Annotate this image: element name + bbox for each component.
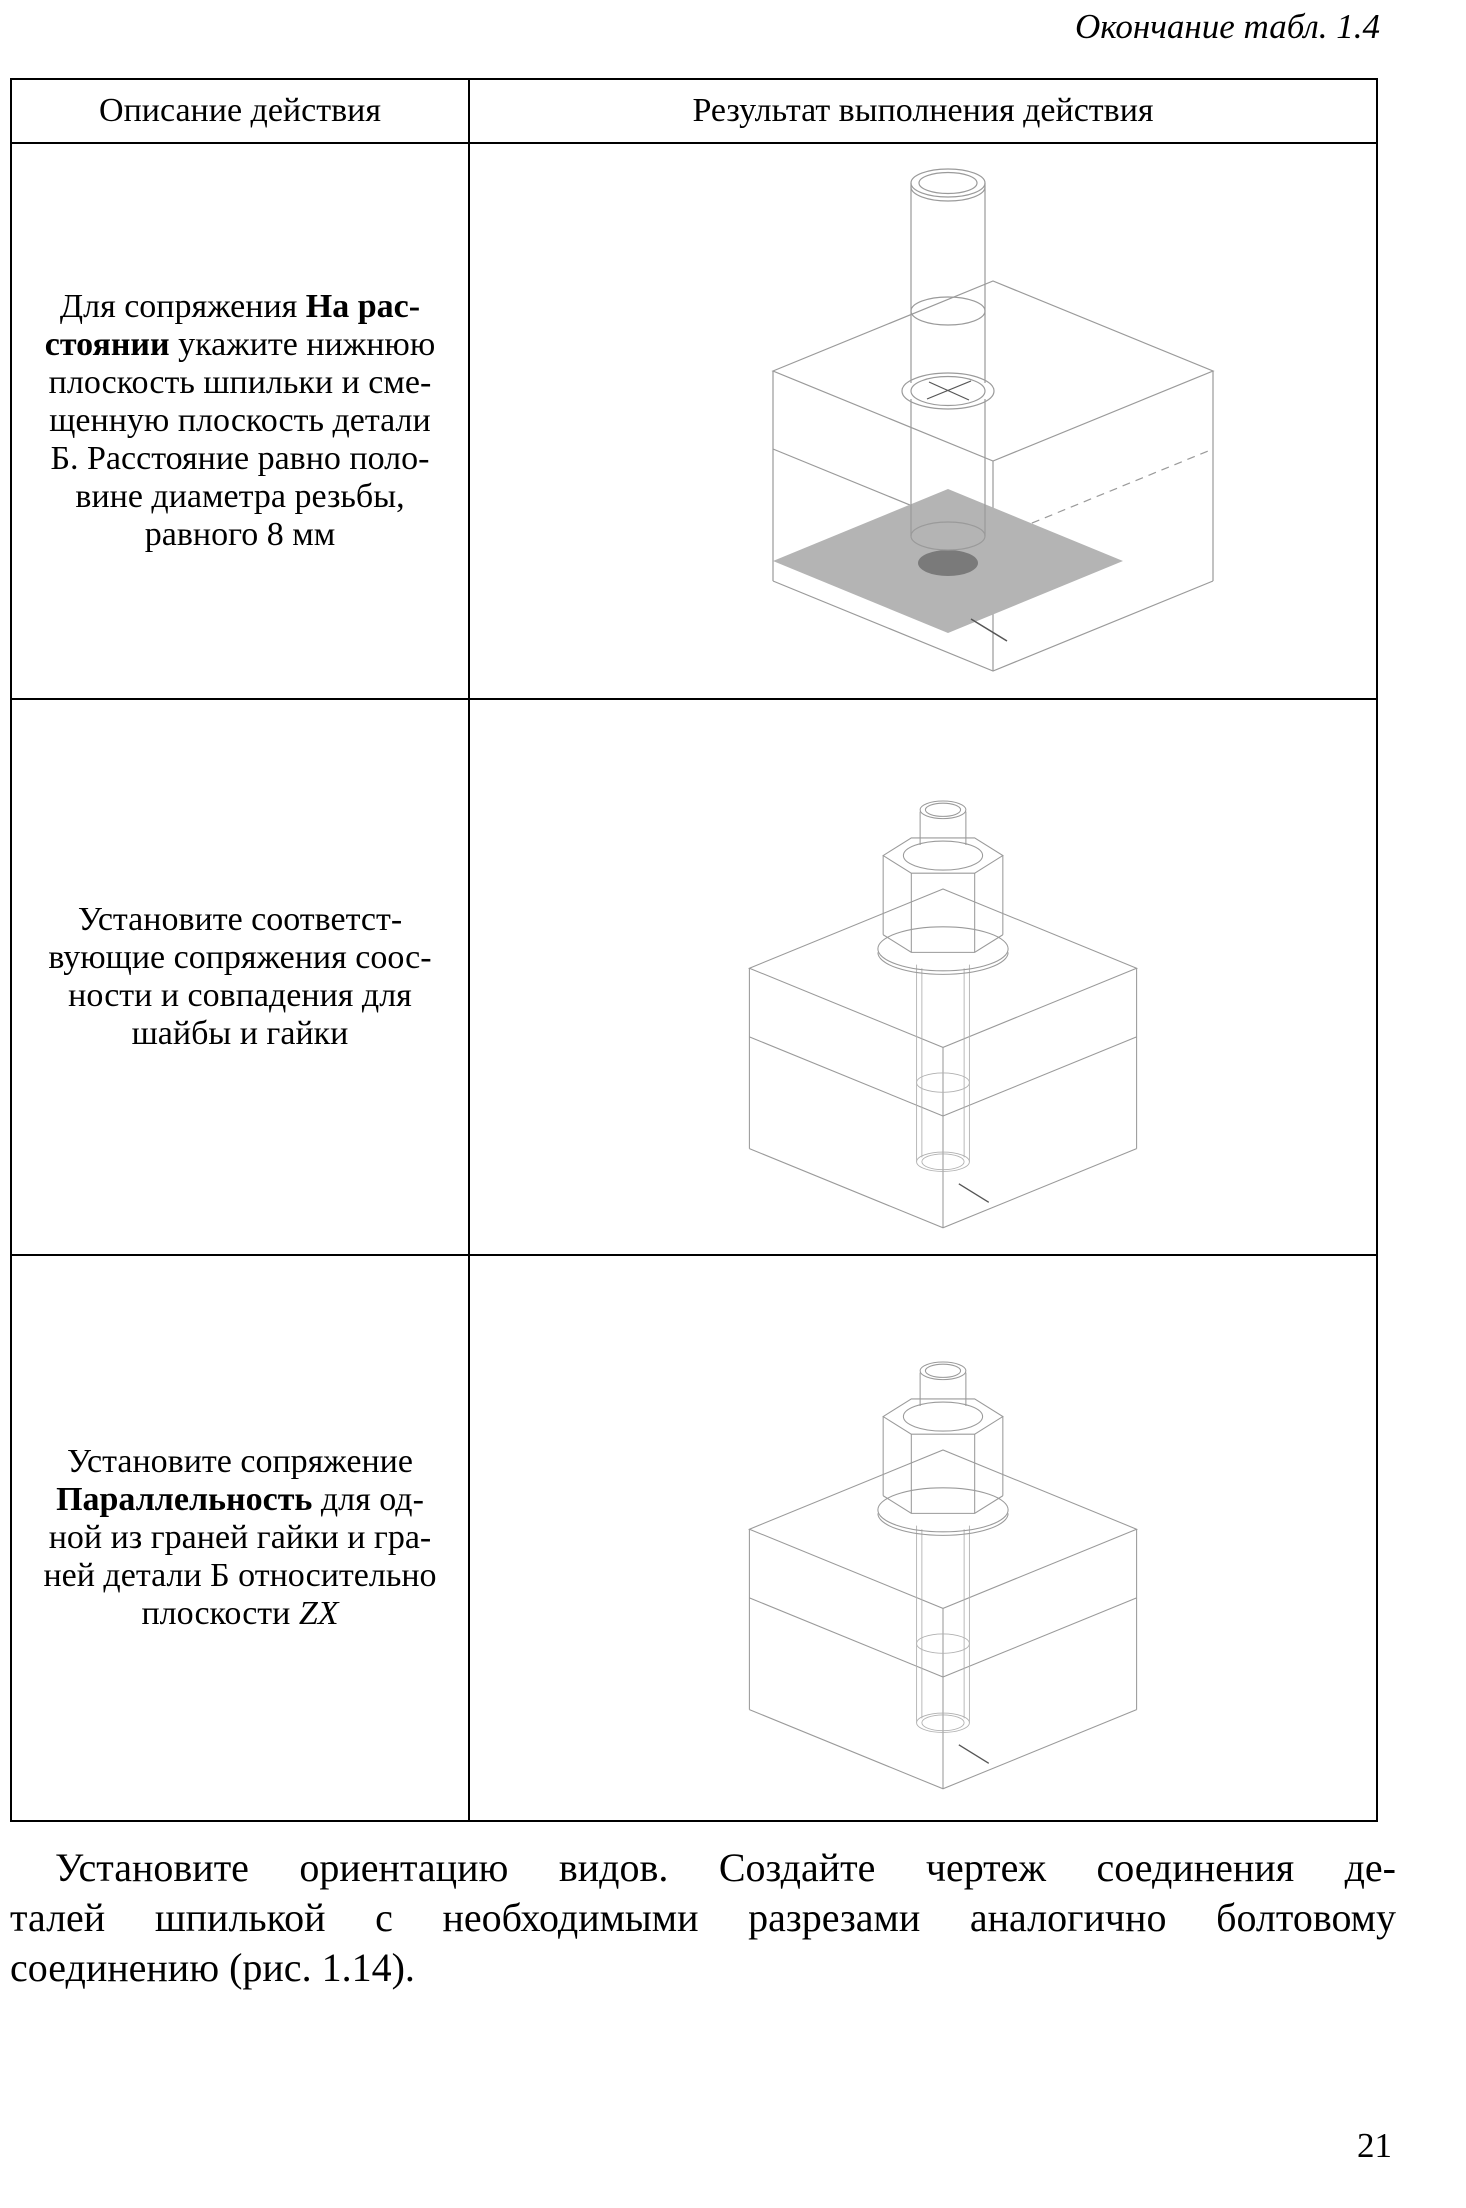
row3-description: [12, 1256, 470, 1820]
text-run: плоскости: [141, 1595, 299, 1632]
table-continuation-note: Окончание табл. 1.4: [1075, 7, 1380, 46]
text-run: вине диаметра резьбы,: [75, 478, 405, 515]
page-number: 21: [1357, 2126, 1392, 2165]
text-run: Параллельность: [56, 1481, 313, 1518]
text-line: [45, 326, 435, 364]
text-line: [45, 364, 435, 402]
text-line: [43, 1595, 436, 1633]
edge-tick: [971, 619, 1007, 641]
text-run: равного 8 мм: [144, 516, 336, 553]
text-line: [43, 1443, 436, 1481]
row2-result-cell: [470, 700, 1376, 1256]
figure-washer-nut-mates-result: [714, 704, 1172, 1250]
washer-wireframe: [878, 1488, 1008, 1536]
column-header-result: Результат выполнения действия: [470, 80, 1376, 144]
text-line: [45, 402, 435, 440]
text-run: стоянии: [44, 326, 170, 363]
text-run: для од-: [312, 1481, 424, 1518]
hole-section: [918, 550, 978, 576]
text-line: [45, 478, 435, 516]
row1-description: [12, 144, 470, 700]
text-run: вующие сопряжения соос-: [48, 939, 432, 976]
plate-block-wireframe: [749, 889, 1136, 1228]
closing-paragraph: [10, 1843, 1396, 1993]
paragraph-line: Установите ориентацию видов. Создайте чертеж соединения де-: [55, 1845, 1396, 1890]
nut-wireframe: [883, 1399, 1003, 1513]
figure-parallel-mate-result: [714, 1265, 1172, 1811]
text-line: [45, 288, 435, 326]
column-header-description: Описание действия: [12, 80, 470, 144]
text-line: [43, 1519, 436, 1557]
washer-wireframe: [878, 927, 1008, 975]
text-run: Установите сопряжение: [67, 1443, 413, 1480]
paragraph-line: талей шпилькой с необходимыми разрезами аналогично болтовому: [10, 1895, 1396, 1940]
edge-tick: [959, 1745, 989, 1763]
text-run: ной из граней гайки и гра-: [48, 1519, 432, 1556]
text-run: Б. Расстояние равно поло-: [50, 440, 430, 477]
text-run: Установите соответст-: [77, 901, 403, 938]
text-line: [45, 516, 435, 554]
edge-tick: [959, 1184, 989, 1202]
text-run: ZX: [298, 1595, 339, 1632]
row1-result-cell: [470, 144, 1376, 700]
text-line: [48, 901, 431, 939]
paragraph-line: соединению (рис. 1.14).: [10, 1945, 415, 1990]
figure-offset-mate-result: [733, 151, 1253, 691]
text-run: На рас-: [305, 288, 421, 325]
text-run: шайбы и гайки: [131, 1015, 349, 1052]
text-line: [48, 939, 431, 977]
offset-section-plane: [773, 489, 1123, 633]
text-line: [48, 1015, 431, 1053]
plate-block-wireframe: [749, 1450, 1136, 1789]
text-run: плоскость шпильки и сме-: [48, 364, 432, 401]
text-run: ней детали Б относительно: [43, 1557, 437, 1594]
row3-result-cell: [470, 1256, 1376, 1820]
text-line: [43, 1481, 436, 1519]
text-run: укажите нижнюю: [169, 326, 436, 363]
text-run: ности и совпадения для: [68, 977, 412, 1014]
row2-description: [12, 700, 470, 1256]
text-line: [43, 1557, 436, 1595]
text-run: щенную плоскость детали: [49, 402, 431, 439]
text-run: Для сопряжения: [59, 288, 306, 325]
text-line: [48, 977, 431, 1015]
actions-table: [10, 78, 1378, 1822]
text-line: [45, 440, 435, 478]
nut-wireframe: [883, 838, 1003, 952]
